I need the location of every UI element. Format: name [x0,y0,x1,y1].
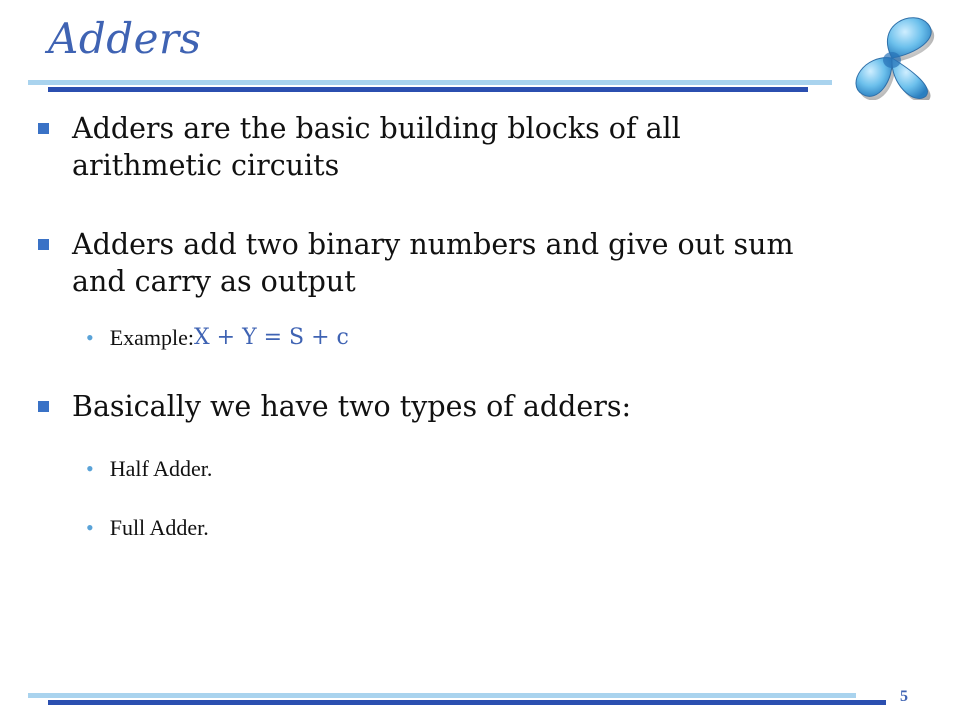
bullet-2-text [72,226,794,300]
bullet-3-line-1: Basically we have two types of adders: [72,390,632,423]
square-bullet-icon [38,123,49,134]
slide-title: Adders [48,14,202,63]
sub-bullet-half-adder [86,456,212,482]
dot-bullet-icon: • [86,325,94,350]
bottom-rule-light [28,693,856,698]
full-adder-label: Full Adder. [109,515,209,540]
example-label: Example: [109,325,195,350]
square-bullet-icon [38,401,49,412]
bullet-3 [38,388,631,425]
bullet-1 [38,110,681,184]
bullet-2 [38,226,794,300]
page-number: 5 [900,688,908,705]
bottom-rule-dark [48,700,886,705]
square-bullet-icon [38,239,49,250]
dot-bullet-icon: • [86,515,94,540]
sub-bullet-full-adder [86,515,209,541]
dot-bullet-icon: • [86,456,94,481]
bullet-1-line-1: Adders are the basic building blocks of all [72,112,681,145]
half-adder-label: Half Adder. [109,456,213,481]
bullet-1-text [72,110,681,184]
sub-bullet-example [86,325,349,351]
example-formula: X + Y = S + c [194,325,349,350]
bullet-2-line-1: Adders add two binary numbers and give out sum [72,228,794,261]
bullet-3-text [72,388,631,425]
bullet-1-line-2: arithmetic circuits [72,149,340,182]
bullet-2-line-2: and carry as output [72,265,356,298]
